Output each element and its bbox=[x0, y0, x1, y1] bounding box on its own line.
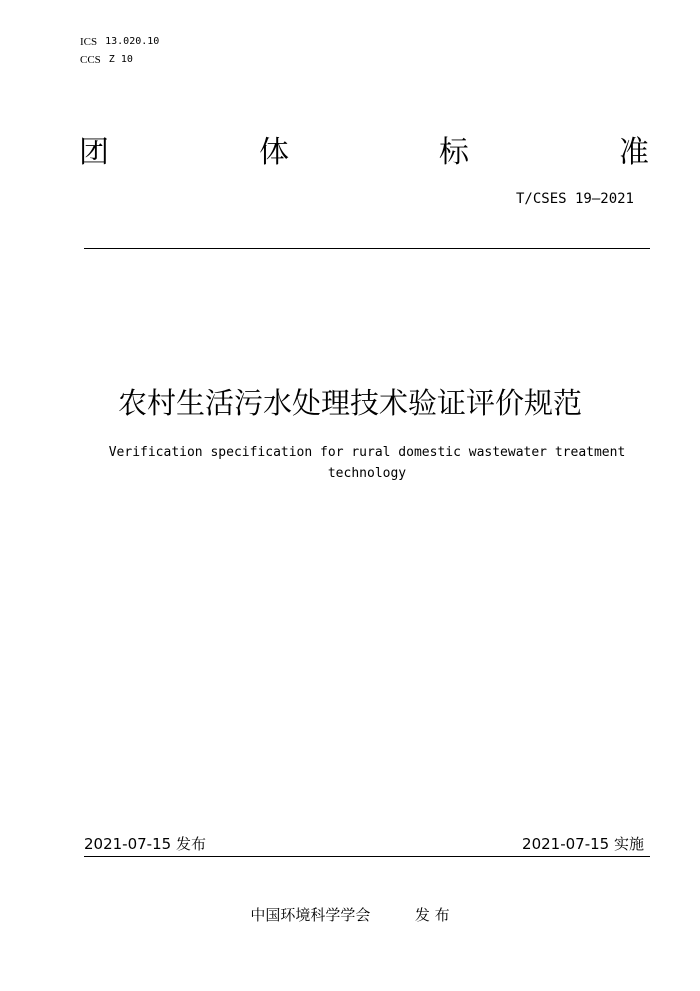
standard-number: T/CSES 19—2021 bbox=[515, 191, 634, 207]
publish-date: 2021-07-15 发布 bbox=[84, 835, 206, 853]
chinese-title: 农村生活污水处理技术验证评价规范 bbox=[117, 386, 582, 420]
publisher-line bbox=[0, 903, 700, 927]
classification-codes bbox=[80, 34, 159, 70]
standard-type-heading bbox=[79, 130, 649, 176]
standard-type-char-2: 体 bbox=[259, 135, 289, 170]
standard-type-char-3: 标 bbox=[439, 135, 469, 170]
standard-type-char-1: 团 bbox=[79, 135, 109, 170]
ccs-line bbox=[80, 52, 159, 70]
ics-code: 13.020.10 bbox=[105, 36, 160, 47]
ics-line bbox=[80, 34, 159, 52]
english-title: Verification specification for rural domestic wastewater treatment technology bbox=[108, 445, 626, 481]
publisher-name: 中国环境科学学会 bbox=[250, 906, 371, 924]
bottom-divider bbox=[84, 856, 650, 857]
publisher-action: 发 布 bbox=[414, 906, 450, 924]
ccs-code: Z 10 bbox=[108, 54, 133, 65]
ccs-label: CCS bbox=[80, 54, 101, 66]
top-divider bbox=[84, 248, 650, 249]
standard-type-char-4: 准 bbox=[619, 135, 649, 170]
implementation-date: 2021-07-15 实施 bbox=[522, 835, 644, 853]
ics-label: ICS bbox=[80, 36, 98, 48]
